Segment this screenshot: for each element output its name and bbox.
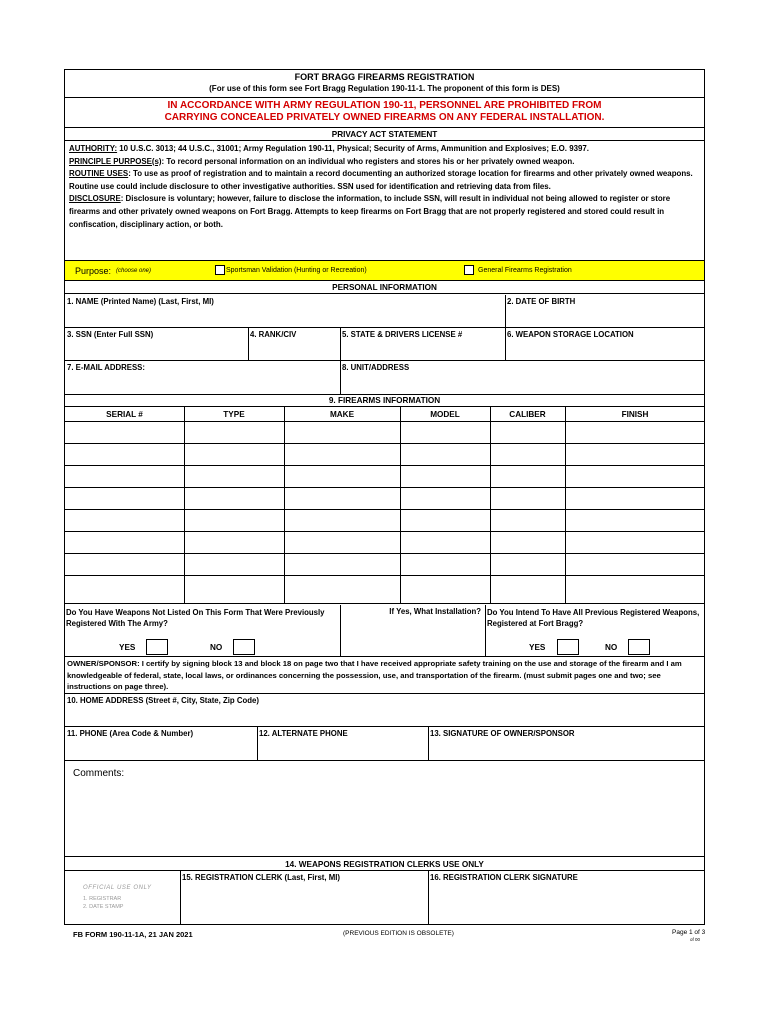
owner-statement-label: OWNER/SPONSOR: [67, 659, 138, 668]
authority-text: 10 U.S.C. 3013; 44 U.S.C., 31001; Army Regulation 190-11, Physical; Security of Arms, Ammunition and Explosives; E.O. 9397.: [117, 144, 589, 153]
alt-phone-field[interactable]: 12. ALTERNATE PHONE: [259, 729, 348, 738]
registration-form: [64, 69, 705, 925]
general-option-label: General Firearms Registration: [478, 267, 572, 274]
table-row[interactable]: [65, 531, 705, 532]
col-type: TYPE: [223, 410, 245, 419]
no-checkbox-2[interactable]: [628, 639, 650, 655]
table-row[interactable]: [65, 443, 705, 444]
clerk-name-field[interactable]: 15. REGISTRATION CLERK (Last, First, MI): [182, 873, 340, 882]
form-title: FORT BRAGG FIREARMS REGISTRATION: [294, 72, 475, 82]
clerks-heading: 14. WEAPONS REGISTRATION CLERKS USE ONLY: [65, 858, 704, 871]
form-header: [65, 70, 704, 98]
sportsman-option-label: Sportsman Validation (Hunting or Recreation): [226, 267, 367, 274]
page-sub: of 00: [690, 937, 701, 942]
personal-row-2: [65, 328, 704, 361]
firearms-table: [65, 407, 704, 604]
no-checkbox-1[interactable]: [233, 639, 255, 655]
personal-row-1: [65, 295, 704, 328]
owner-statement: [65, 657, 704, 694]
page-number: Page 1 of 3: [672, 929, 706, 936]
email-field[interactable]: 7. E-MAIL ADDRESS:: [67, 363, 145, 372]
warning-line-2: CARRYING CONCEALED PRIVATELY OWNED FIREARMS ON ANY FEDERAL INSTALLATION.: [164, 112, 605, 123]
name-field[interactable]: 1. NAME (Printed Name) (Last, First, MI): [67, 297, 214, 306]
warning-banner: [65, 98, 704, 128]
home-address-field[interactable]: 10. HOME ADDRESS (Street #, City, State, Zip Code): [65, 694, 704, 727]
no-label-2: NO: [605, 643, 618, 652]
disclosure-label: DISCLOSURE: [69, 194, 121, 204]
no-label-1: NO: [210, 643, 223, 652]
yes-checkbox-2[interactable]: [557, 639, 579, 655]
personal-row-3: [65, 361, 704, 395]
yes-checkbox-1[interactable]: [146, 639, 168, 655]
registration-questions: [65, 605, 704, 657]
question-other-weapons: Do You Have Weapons Not Listed On This Form That Were Previously Registered With The Army?: [66, 608, 325, 628]
routine-label: ROUTINE USES: [69, 169, 129, 179]
edition-note: (PREVIOUS EDITION IS OBSOLETE): [343, 930, 454, 937]
general-registration-checkbox[interactable]: [464, 265, 474, 275]
comments-label: Comments:: [73, 768, 125, 779]
col-finish: FINISH: [621, 410, 649, 419]
owner-signature-field[interactable]: 13. SIGNATURE OF OWNER/SPONSOR: [430, 729, 575, 738]
table-row[interactable]: [65, 575, 705, 576]
form-number: FB FORM 190-11-1A, 21 JAN 2021: [73, 930, 193, 939]
table-row[interactable]: [65, 465, 705, 466]
yes-label-2: YES: [529, 643, 546, 652]
question-installation: If Yes, What Installation?: [389, 607, 481, 616]
routine-text: : To use as proof of registration and to maintain a record documenting an authorized storage location for firearms and other privately owned weapons. Routine use could include disclosure to other investigative authorities. SSN used for identification and retrieving data from files.: [69, 169, 693, 191]
purpose-label: Purpose:: [75, 266, 112, 276]
state-license-field[interactable]: 5. STATE & DRIVERS LICENSE #: [342, 330, 463, 339]
storage-location-field[interactable]: 6. WEAPON STORAGE LOCATION: [507, 330, 634, 339]
unit-address-field[interactable]: 8. UNIT/ADDRESS: [342, 363, 410, 372]
col-caliber: CALIBER: [509, 410, 546, 419]
clerk-signature-field[interactable]: 16. REGISTRATION CLERK SIGNATURE: [430, 873, 578, 882]
rank-field[interactable]: 4. RANK/CIV: [250, 330, 297, 339]
ssn-field[interactable]: 3. SSN (Enter Full SSN): [67, 330, 154, 339]
purpose-label: PRINCIPLE PURPOSE(s): [69, 156, 162, 166]
col-serial: SERIAL #: [106, 410, 143, 419]
owner-statement-text: : I certify by signing block 13 and block 18 on page two that I have received appropriate safety training on the use and storage of the firearm and I am knowledgeable of federal, state, local laws, or ordinances concerning the possession, use, and transportation of the firearm. (must submit pages one and two; see instructions on page three).: [67, 659, 682, 692]
yes-label-1: YES: [119, 643, 136, 652]
disclosure-text: : Disclosure is voluntary; however, failure to disclose the information, to include SSN, will result in individual not being allowed to register or store firearms and other privately owned weapons on Fort Bragg. Attempts to keep firearms on Fort Bragg that are not properly registered and stored could result in confiscation, disciplinary action, or both.: [69, 194, 671, 229]
form-subtitle: (For use of this form see Fort Bragg Regulation 190-11-1. The proponent of this form is DES): [209, 84, 560, 93]
official-date-stamp: 2. DATE STAMP: [83, 904, 124, 910]
purpose-text: : To record personal information on an individual who registers and stores his or her privately owned weapon.: [161, 156, 575, 166]
authority-label: AUTHORITY:: [69, 144, 118, 153]
table-row[interactable]: [65, 509, 705, 510]
warning-line-1: IN ACCORDANCE WITH ARMY REGULATION 190-11, PERSONNEL ARE PROHIBITED FROM: [167, 100, 602, 111]
privacy-statement: [65, 142, 704, 259]
firearms-heading: 9. FIREARMS INFORMATION: [65, 395, 704, 407]
clerks-row: [65, 871, 704, 924]
phone-row: [65, 727, 704, 761]
col-model: MODEL: [430, 410, 460, 419]
official-use-stamp: OFFICIAL USE ONLY: [83, 885, 152, 891]
purpose-hint: (choose one): [116, 268, 152, 274]
col-make: MAKE: [329, 410, 355, 419]
dob-field[interactable]: 2. DATE OF BIRTH: [507, 297, 576, 306]
official-registrar: 1. REGISTRAR: [83, 896, 122, 902]
question-register-bragg: Do You Intend To Have All Previous Registered Weapons, Registered at Fort Bragg?: [487, 608, 700, 628]
purpose-bar: [65, 260, 704, 281]
sportsman-checkbox[interactable]: [215, 265, 225, 275]
comments-box[interactable]: [65, 761, 704, 857]
privacy-heading: PRIVACY ACT STATEMENT: [65, 128, 704, 141]
table-row[interactable]: [65, 553, 705, 554]
phone-field[interactable]: 11. PHONE (Area Code & Number): [67, 729, 194, 738]
table-row[interactable]: [65, 487, 705, 488]
personal-heading: PERSONAL INFORMATION: [65, 281, 704, 294]
